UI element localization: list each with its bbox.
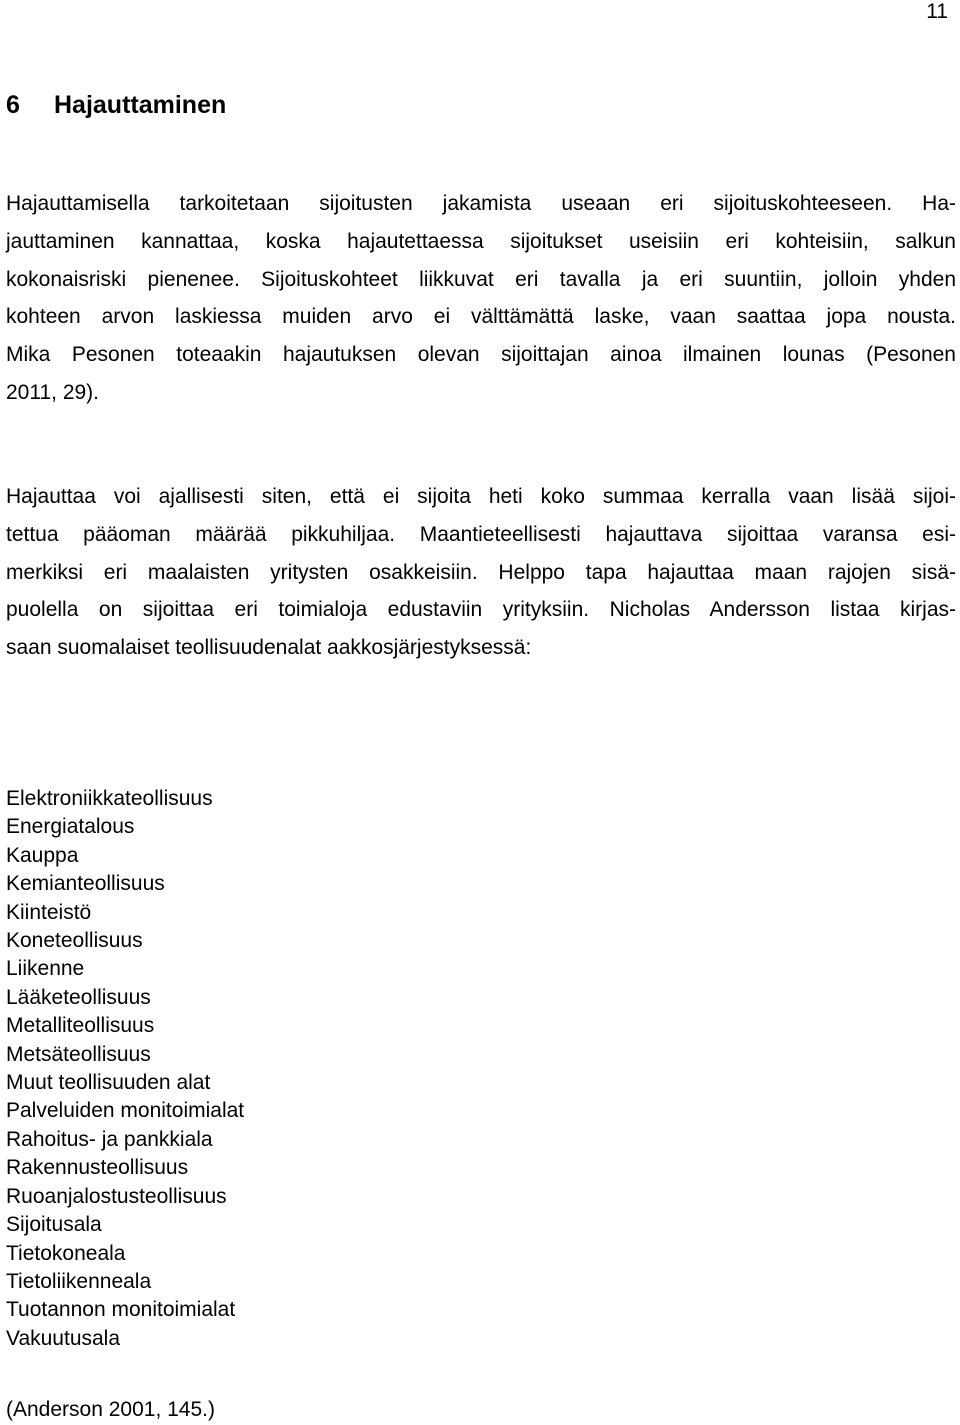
list-item: Metsäteollisuus	[6, 1042, 151, 1066]
list-item: Palveluiden monitoimialat	[6, 1099, 245, 1123]
list-item: Energiatalous	[6, 815, 135, 839]
list-item: Koneteollisuus	[6, 929, 143, 953]
list-item: Tietokoneala	[6, 1241, 126, 1265]
list-item: Sijoitusala	[6, 1213, 102, 1237]
list-item: Kemianteollisuus	[6, 872, 165, 896]
paragraph-line: saan suomalaiset teollisuudenalat aakkosjärjestyksessä:	[6, 636, 532, 660]
paragraph-line: Mika Pesonen toteaakin hajautuksen olevan sijoittajan ainoa ilmainen lounas (Pesonen	[6, 343, 956, 367]
paragraph-line: merkiksi eri maalaisten yritysten osakkeisiin. Helppo tapa hajauttaa maan rajojen sisä-	[6, 560, 956, 584]
paragraph-line: kokonaisriski pienenee. Sijoituskohteet liikkuvat eri tavalla ja eri suuntiin, jolloin yhden	[6, 267, 956, 291]
list-item: Rahoitus- ja pankkiala	[6, 1127, 213, 1151]
list-item: Tietoliikenneala	[6, 1269, 152, 1293]
paragraph-diversification-methods	[6, 478, 956, 667]
section-heading	[6, 88, 226, 122]
list-item: Metalliteollisuus	[6, 1014, 155, 1038]
paragraph-line: kohteen arvon laskiessa muiden arvo ei välttämättä laske, vaan saattaa jopa nousta.	[6, 305, 956, 329]
paragraph-diversification-definition	[6, 185, 956, 412]
industry-list	[6, 785, 244, 1353]
section-number: 6	[6, 91, 20, 119]
paragraph-line: jauttaminen kannattaa, koska hajautettaessa sijoitukset useisiin eri kohteisiin, salkun	[6, 229, 956, 253]
citation: (Anderson 2001, 145.)	[6, 1398, 215, 1421]
list-item: Elektroniikkateollisuus	[6, 787, 213, 810]
paragraph-line: Hajauttaa voi ajallisesti siten, että ei sijoita heti koko summaa kerralla vaan lisää sijoi-	[6, 485, 956, 508]
list-item: Tuotannon monitoimialat	[6, 1298, 236, 1322]
list-item: Kiinteistö	[6, 900, 92, 924]
paragraph-line: puolella on sijoittaa eri toimialoja edustaviin yrityksiin. Nicholas Andersson listaa kirjas-	[6, 598, 956, 622]
list-item: Rakennusteollisuus	[6, 1156, 189, 1180]
list-item: Liikenne	[6, 957, 85, 981]
list-item: Kauppa	[6, 843, 79, 867]
paragraph-line: tettua pääoman määrää pikkuhiljaa. Maantieteellisesti hajauttava sijoittaa varansa esi-	[6, 522, 956, 546]
list-item: Vakuutusala	[6, 1326, 121, 1350]
paragraph-line: Hajauttamisella tarkoitetaan sijoitusten jakamista useaan eri sijoituskohteeseen. Ha-	[6, 192, 956, 215]
section-title: Hajauttaminen	[54, 91, 227, 119]
list-item: Muut teollisuuden alat	[6, 1071, 211, 1095]
page-number: 11	[926, 0, 948, 23]
list-item: Lääketeollisuus	[6, 985, 151, 1009]
list-item: Ruoanjalostusteollisuus	[6, 1184, 227, 1208]
paragraph-line: 2011, 29).	[6, 380, 100, 404]
